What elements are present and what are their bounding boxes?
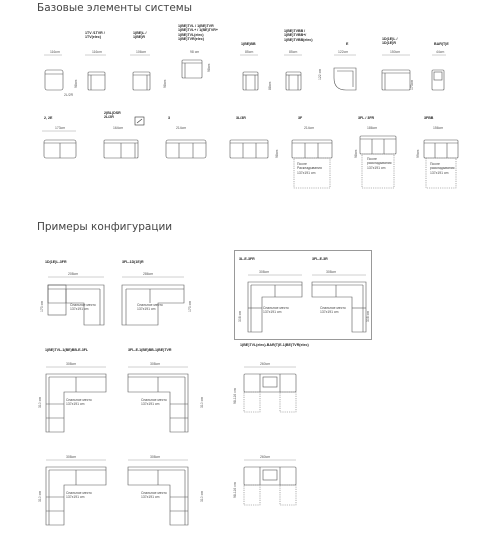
label-2bldsr: 2(BL)DSR 2L/2R (104, 111, 121, 120)
example-height-10: 98-116 cm (233, 482, 237, 498)
label-3fl: 3FL / 3FR (358, 116, 375, 120)
dim-214: 214cm (176, 126, 187, 130)
vdim-98e: 98cm (354, 149, 358, 158)
vdim-98c: 98cm (207, 63, 211, 72)
dim-164: 164cm (113, 126, 124, 130)
section-title-basic: Базовые элементы системы (37, 2, 193, 14)
example-width-8: 308cm (66, 455, 77, 459)
dim-156: 156cm (433, 126, 444, 130)
dim-85b: 85cm (289, 50, 298, 54)
example-code-6: 3FL-E-1(BE)BB-1(BE)TVR (128, 348, 172, 352)
dim-186: 186cm (367, 126, 378, 130)
note-bed-3fbb: После раскладывания 137x191 cm (430, 162, 455, 175)
dim-214b: 214cm (304, 126, 315, 130)
label-1d1el: 1D(1E)L / 1D(1E)R (382, 37, 398, 46)
example-width-7: 260cm (260, 362, 271, 366)
example-height-9: 310 cm (200, 490, 204, 502)
vdim-173: 173cm (410, 79, 414, 90)
example-code-2: 3FL-1D(1E)R (122, 260, 144, 264)
note-bed-3fl: После раскладывания 137x191 cm (367, 157, 392, 170)
example-height-1: 173 cm (40, 300, 44, 312)
dim-44: 44cm (436, 50, 445, 54)
example-width-1: 208cm (68, 272, 79, 276)
label-2: 2, 2E (44, 116, 53, 120)
note-bed-3f: После Раскладывания 137x191 cm (297, 162, 322, 175)
dim-150: 150cm (390, 50, 401, 54)
example-height-2: 173 cm (188, 300, 192, 312)
label-3l3r: 3L/3R (236, 116, 246, 120)
label-1betvbb: 1(BE)TVBB / 1(BE)TVBB+/ 1(BE)TVBB(elec) (284, 29, 313, 42)
example-bed-2: Спальное место 137x191 cm (137, 303, 163, 312)
label-3f: 3F (298, 116, 303, 120)
example-code-7: 1(BE)TVL(elec)-BAR(T)E-1(BE)TVR(elec) (240, 343, 309, 347)
example-height-6: 310 cm (200, 396, 204, 408)
vdim-98: 98cm (74, 79, 78, 88)
dim-106: 106cm (136, 50, 147, 54)
dim-122: 122cm (338, 50, 349, 54)
example-bed-9: Спальное место 137x191 cm (141, 491, 167, 500)
label-1betvl: 1(BE)TVL / 1(BE)TVR 1(BE)TVL+ / 1(BE)TVR+ 1(BE)TVL(elec) 1(BE)TVR(elec) (178, 24, 218, 41)
example-bed-4: Спальное место 137x191 cm (320, 306, 346, 315)
label-1bebb: 1(BE)BB (241, 42, 256, 46)
example-code-5: 1(BE)TVL-1(BE)BB-E-3FL (45, 348, 89, 352)
example-height-4: 308 cm (366, 310, 370, 322)
example-height-3: 308 cm (238, 310, 242, 322)
example-bed-3: Спальное место 137x191 cm (263, 306, 289, 315)
vdim-88: 88cm (268, 81, 272, 90)
example-width-4: 308cm (326, 270, 337, 274)
label-barte: BAR(T)E (434, 42, 449, 46)
label-3fbb: 3FBB (424, 116, 434, 120)
example-height-5: 310 cm (38, 396, 42, 408)
example-width-2: 286cm (143, 272, 154, 276)
example-width-10: 260cm (260, 455, 271, 459)
label-1bel: 1(BE)L / 1(BE)R (133, 31, 147, 40)
example-width-9: 308cm (150, 455, 161, 459)
dim-173: 173cm (55, 126, 66, 130)
label-3: 3 (168, 116, 170, 120)
example-width-5: 308cm (66, 362, 77, 366)
dim-116: 116cm (50, 50, 60, 54)
example-code-1: 1D(1E)L-3FR (45, 260, 67, 264)
example-width-6: 308cm (150, 362, 161, 366)
vdim-98d: 98cm (275, 149, 279, 158)
example-bed-6: Спальное место 137x191 cm (141, 398, 167, 407)
vdim-99: 99cm (416, 149, 420, 158)
note-2l2r: 2L/2R (64, 93, 74, 97)
example-height-8: 310 cm (38, 490, 42, 502)
vdim-122: 122 cm (318, 68, 322, 80)
dim-85: 85cm (245, 50, 254, 54)
dim-116b: 116cm (92, 50, 102, 54)
example-bed-5: Спальное место 137x191 cm (66, 398, 92, 407)
dim-98: 98 cm (190, 50, 200, 54)
example-bed-1: Спальное место 137x191 cm (70, 303, 96, 312)
label-e: E (346, 42, 349, 46)
section-title-examples: Примеры конфигурации (37, 221, 173, 233)
example-code-3: 3L-E-3FR (239, 257, 255, 261)
example-width-3: 308cm (259, 270, 270, 274)
example-bed-8: Спальное место 137x191 cm (66, 491, 92, 500)
label-1tv: 1TV /1TVR / 1TV(elec) (85, 31, 105, 40)
example-code-4: 3FL-E-3R (312, 257, 328, 261)
vdim-98b: 98cm (163, 79, 167, 88)
example-height-7: 98-116 cm (233, 388, 237, 404)
